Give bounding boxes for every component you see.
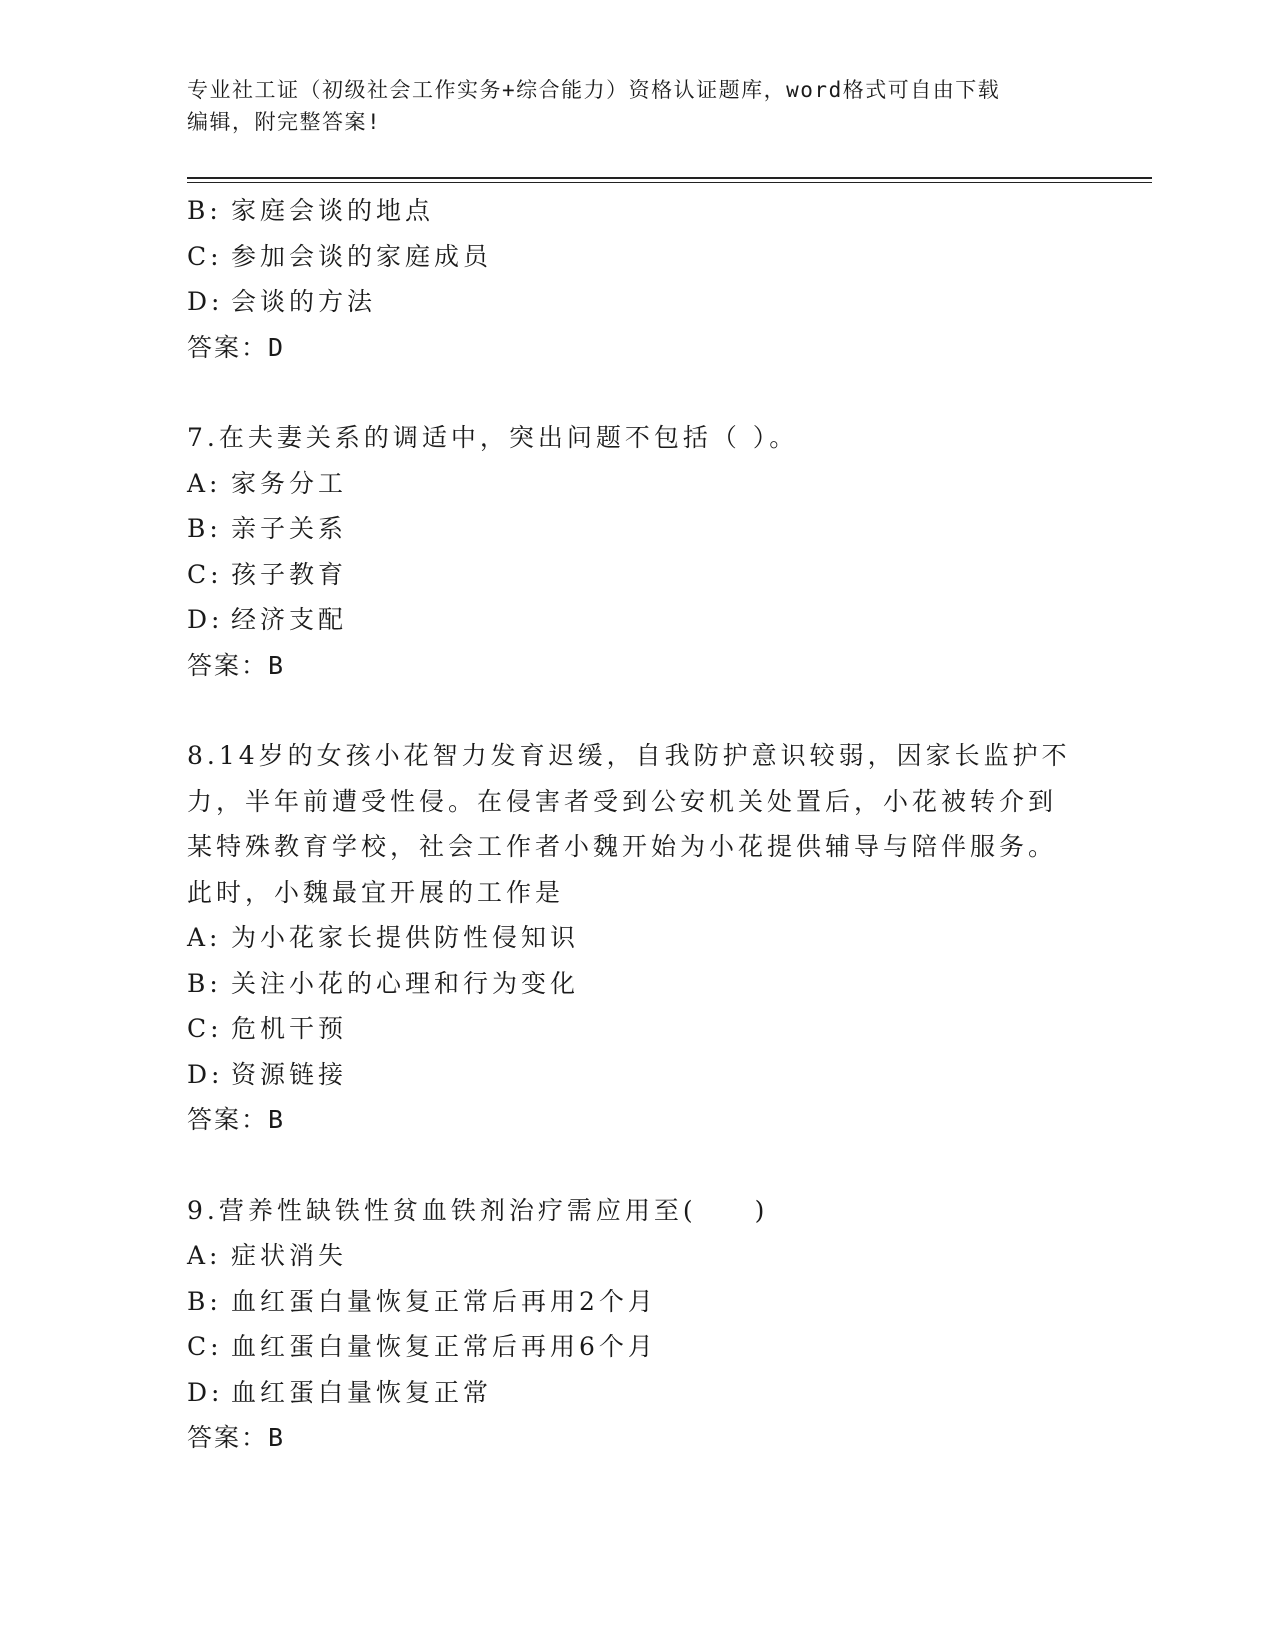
answer: 答案：D	[187, 332, 286, 362]
question-8	[187, 733, 1087, 1143]
question-stem: 7.在夫妻关系的调适中，突出问题不包括（ ）。	[187, 423, 799, 452]
option-a: A: 症状消失	[187, 1241, 348, 1270]
question-stem-line: 8.14岁的女孩小花智力发育迟缓，自我防护意识较弱，因家长监护不	[187, 741, 1071, 770]
question-9	[187, 1188, 1087, 1461]
option-b: B: 关注小花的心理和行为变化	[187, 968, 580, 998]
document-header	[187, 74, 1087, 138]
option-c: C: 参加会谈的家庭成员	[187, 241, 493, 271]
header-rule-thin	[187, 182, 1152, 183]
option-b: B: 血红蛋白量恢复正常后再用2个月	[187, 1286, 657, 1316]
question-6	[187, 188, 1087, 370]
question-stem-line: 某特殊教育学校，社会工作者小魏开始为小花提供辅导与陪伴服务。	[187, 832, 1058, 861]
option-a: A: 家务分工	[187, 468, 348, 498]
question-stem: 9.营养性缺铁性贫血铁剂治疗需应用至( )	[187, 1195, 769, 1225]
header-line-2: 编辑，附完整答案!	[187, 110, 382, 134]
option-d: D: 资源链接	[187, 1059, 348, 1089]
option-c: C: 血红蛋白量恢复正常后再用6个月	[187, 1332, 657, 1361]
option-d: D: 血红蛋白量恢复正常	[187, 1377, 493, 1407]
answer: 答案：B	[187, 650, 286, 680]
option-d: D: 会谈的方法	[187, 287, 377, 316]
question-7	[187, 415, 1087, 688]
header-rule-thick	[187, 177, 1152, 179]
answer: 答案：B	[187, 1423, 286, 1452]
header-line-1: 专业社工证（初级社会工作实务+综合能力）资格认证题库，word格式可自由下载	[187, 78, 1001, 102]
question-stem-line: 此时，小魏最宜开展的工作是	[187, 877, 565, 907]
option-b: B: 家庭会谈的地点	[187, 196, 435, 225]
option-d: D: 经济支配	[187, 605, 348, 634]
option-b: B: 亲子关系	[187, 514, 348, 543]
option-c: C: 孩子教育	[187, 559, 348, 589]
question-stem-line: 力，半年前遭受性侵。在侵害者受到公安机关处置后，小花被转介到	[187, 786, 1058, 816]
option-a: A: 为小花家长提供防性侵知识	[187, 923, 580, 952]
question-list	[187, 188, 1087, 1461]
answer: 答案：B	[187, 1105, 286, 1134]
option-c: C: 危机干预	[187, 1014, 348, 1043]
